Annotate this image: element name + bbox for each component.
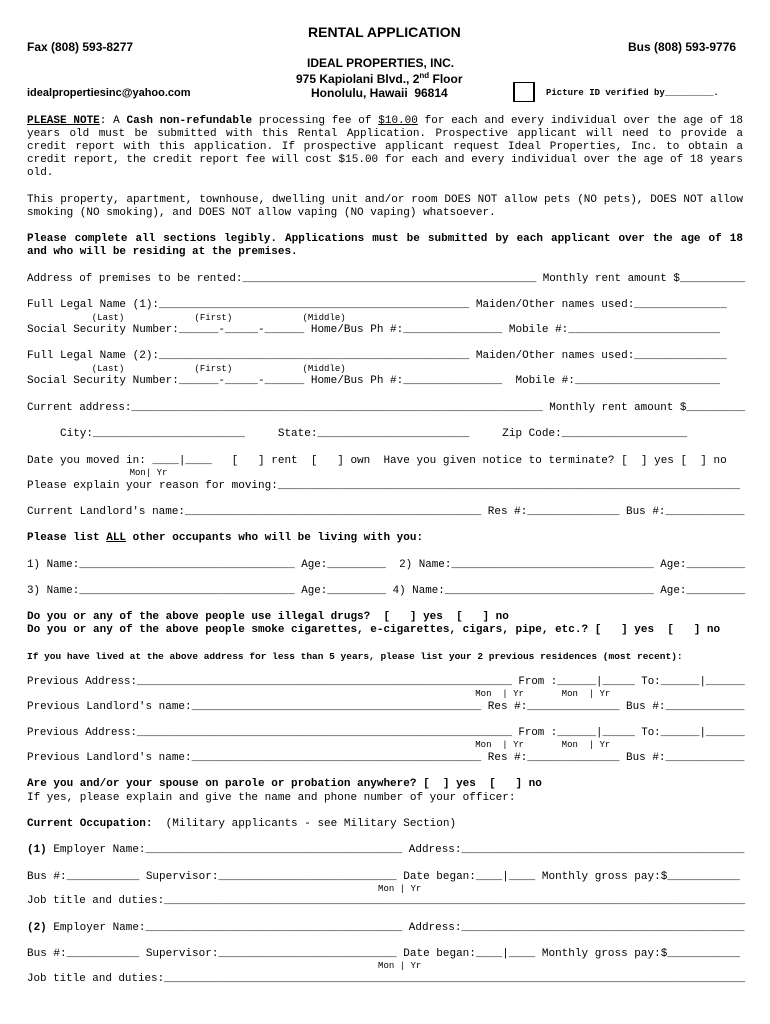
drugs-question[interactable]: Do you or any of the above people use illegal drugs? [ ] yes [ ] no [27,611,509,623]
name-parts-label-2: (Last) (First) (Middle) [27,364,346,374]
fax-number: Fax (808) 593-8277 [27,40,134,54]
full-legal-name-2-field[interactable]: Full Legal Name (2):_______________________________________________ Maiden/Other names used:______________ [27,350,727,362]
occupants-row-2[interactable]: 3) Name:_________________________________ Age:_________ 4) Name:________________________________ Age:_________ [27,585,746,597]
smoke-question[interactable]: Do you or any of the above people smoke cigarettes, e-cigarettes, cigars, pipe, etc.? [ ] yes [ ] no [27,624,721,636]
premises-address-field[interactable]: Address of premises to be rented:_____________________________________________ Monthly rent amount $__________ [27,273,746,285]
reason-moving-field[interactable]: Please explain your reason for moving:______________________________________________________________________ [27,480,740,492]
ssn-1-field[interactable]: Social Security Number:______-_____-______ Home/Bus Ph #:_______________ Mobile #:_______________________ [27,324,721,336]
previous-address-2-field[interactable]: Previous Address:__________________________________________________________ From :______|_____ To:______|______ [27,727,745,739]
no-pets-paragraph: This property, apartment, townhouse, dwelling unit and/or room DOES NOT allow pets (NO pets), DOES NOT allow smoking (NO smoking), and DOES NOT allow vaping (NO vaping) whatsoever. [27,194,743,219]
occupants-heading: Please list ALL other occupants who will be living with you: [27,532,424,544]
moved-in-field[interactable]: Date you moved in: ____|____ [ ] rent [ ] own Have you given notice to terminate? [ ] yes [ ] no [27,455,727,467]
current-address-field[interactable]: Current address:_______________________________________________________________ Monthly rent amount $_________ [27,402,746,414]
company-city: Honolulu, Hawaii 96814 [311,86,448,100]
previous-residences-notice: If you have lived at the above address for less than 5 years, please list your 2 previous residences (most recent): [27,651,683,662]
employer-1-field[interactable]: (1) Employer Name:_______________________________________ Address:___________________________________________ [27,844,745,856]
employer-2-bus-row[interactable]: Bus #:___________ Supervisor:___________________________ Date began:____|____ Monthly gross pay:$___________ [27,948,740,960]
please-note-paragraph: PLEASE NOTE: A Cash non-refundable processing fee of $10.00 for each and every individual over the age of 18 years old must be submitted with this Rental Application. Prospective applicant will need to provide a credit report with this application. If prospective applicant request Ideal Properties, Inc. to obtain a credit report, the credit report fee will cost $15.00 for each and every individual over the age of 18 years old. [27,115,744,179]
previous-address-1-field[interactable]: Previous Address:__________________________________________________________ From :______|_____ To:______|______ [27,676,745,688]
mon-yr-label-prev-1: Mon | Yr Mon | Yr [27,689,611,699]
instructions-paragraph: Please complete all sections legibly. Applications must be submitted by each applicant over the age of 18 and who will be residing at the premises. [27,233,743,258]
company-email[interactable]: idealpropertiesinc@yahoo.com [27,87,191,99]
mon-yr-label: Mon| Yr [27,468,168,478]
parole-explain-label: If yes, please explain and give the name and phone number of your officer: [27,792,516,804]
name-parts-label-1: (Last) (First) (Middle) [27,313,346,323]
job-title-1-field[interactable]: Job title and duties:_________________________________________________________________________________________ [27,895,746,907]
employer-2-field[interactable]: (2) Employer Name:_______________________________________ Address:___________________________________________ [27,922,745,934]
current-landlord-field[interactable]: Current Landlord's name:_____________________________________________ Res #:______________ Bus #:____________ [27,506,745,518]
picture-id-checkbox[interactable] [513,82,535,102]
city-state-zip-field[interactable]: City:_______________________ State:_______________________ Zip Code:___________________ [27,428,688,440]
mon-yr-label-prev-2: Mon | Yr Mon | Yr [27,740,611,750]
mon-yr-label-emp-2: Mon | Yr [27,961,422,971]
previous-landlord-1-field[interactable]: Previous Landlord's name:____________________________________________ Res #:______________ Bus #:____________ [27,701,745,713]
job-title-2-field[interactable]: Job title and duties:_________________________________________________________________________________________ [27,973,746,985]
full-legal-name-1-field[interactable]: Full Legal Name (1):_______________________________________________ Maiden/Other names used:______________ [27,299,727,311]
picture-id-label: Picture ID verified by_________. [546,88,719,98]
company-address: 975 Kapiolani Blvd., 2nd Floor [296,71,463,86]
ssn-2-field[interactable]: Social Security Number:______-_____-______ Home/Bus Ph #:_______________ Mobile #:______________________ [27,375,721,387]
previous-landlord-2-field[interactable]: Previous Landlord's name:____________________________________________ Res #:______________ Bus #:____________ [27,752,745,764]
bus-number: Bus (808) 593-9776 [628,40,737,54]
form-title: RENTAL APPLICATION [308,24,461,40]
employer-1-bus-row[interactable]: Bus #:___________ Supervisor:___________________________ Date began:____|____ Monthly gross pay:$___________ [27,871,740,883]
occupants-row-1[interactable]: 1) Name:_________________________________ Age:_________ 2) Name:_______________________________ Age:_________ [27,559,746,571]
parole-question[interactable]: Are you and/or your spouse on parole or probation anywhere? [ ] yes [ ] no [27,778,542,790]
company-name: IDEAL PROPERTIES, INC. [307,56,455,70]
mon-yr-label-emp-1: Mon | Yr [27,884,422,894]
current-occupation-label: Current Occupation: (Military applicants - see Military Section) [27,818,457,830]
